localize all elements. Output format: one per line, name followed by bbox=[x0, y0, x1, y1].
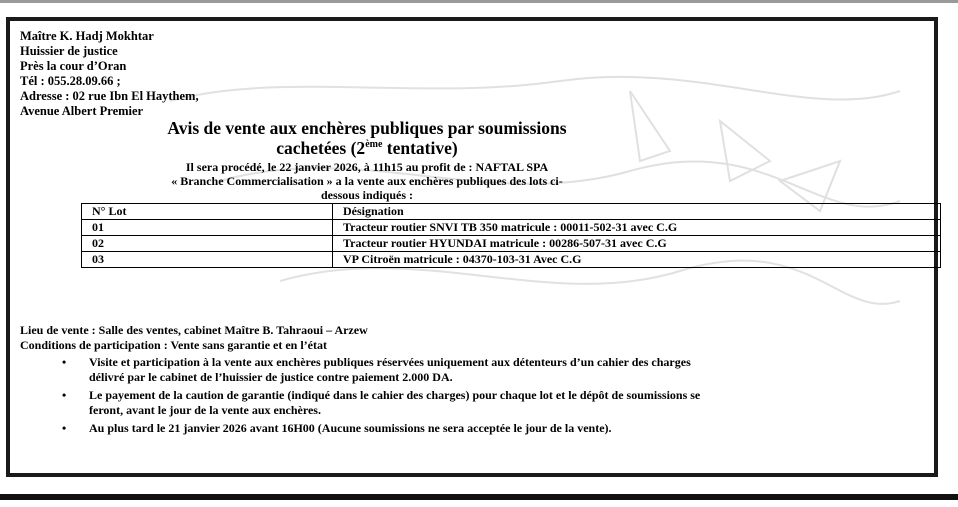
header-court: Près la cour d’Oran bbox=[20, 59, 127, 73]
list-item bbox=[62, 388, 702, 418]
title-line-1: Avis de vente aux enchères publiques par soumissions bbox=[167, 118, 567, 138]
table-header-row bbox=[82, 204, 941, 220]
notice-title bbox=[10, 118, 724, 158]
bullet-icon: • bbox=[62, 355, 67, 369]
condition-text: Le payement de la caution de garantie (indiqué dans le cahier des charges) pour chaque lot et le dépôt de soumissions se feront, avant le jour de la vente aux enchères. bbox=[89, 388, 701, 417]
table-row bbox=[82, 236, 941, 252]
notice-frame bbox=[6, 17, 938, 477]
bullet-icon: • bbox=[62, 388, 67, 402]
title-superscript: ème bbox=[365, 139, 383, 151]
header-lot: N° Lot bbox=[82, 204, 333, 220]
title-line-2-pre: cachetées (2 bbox=[276, 138, 366, 158]
top-divider bbox=[0, 0, 958, 3]
intro-line-3: dessous indiqués : bbox=[320, 188, 414, 202]
title-line-2-post: tentative) bbox=[382, 138, 458, 158]
lot-number: 02 bbox=[82, 236, 333, 252]
bullet-icon: • bbox=[62, 421, 67, 435]
condition-text: Au plus tard le 21 janvier 2026 avant 16H00 (Aucune soumissions ne sera acceptée le jour de la vente). bbox=[89, 421, 612, 435]
list-item bbox=[62, 355, 702, 385]
notice-content bbox=[10, 21, 934, 473]
header-name: Maître K. Hadj Mokhtar bbox=[20, 29, 154, 43]
header-address: Adresse : 02 rue Ibn El Haythem, bbox=[20, 89, 199, 103]
lots-table bbox=[81, 203, 941, 268]
lot-number: 03 bbox=[82, 252, 333, 268]
intro-line-2: « Branche Commercialisation » a la vente aux enchères publiques des lots ci- bbox=[171, 174, 563, 188]
sale-location: Lieu de vente : Salle des ventes, cabinet Maître B. Tahraoui – Arzew bbox=[20, 323, 368, 337]
header-role: Huissier de justice bbox=[20, 44, 118, 58]
lot-designation: VP Citroën matricule : 04370-103-31 Avec C.G bbox=[333, 252, 941, 268]
title-line-2 bbox=[10, 138, 724, 158]
header-designation: Désignation bbox=[333, 204, 941, 220]
notice-intro bbox=[10, 160, 724, 202]
bottom-divider bbox=[0, 494, 958, 500]
condition-text: Visite et participation à la vente aux enchères publiques réservées uniquement aux détenteurs d’un cahier des charges délivré par le cabinet de l’huissier de justice contre paiement 2.000 DA. bbox=[89, 355, 691, 384]
intro-line-1: Il sera procédé, le 22 janvier 2026, à 11h15 au profit de : NAFTAL SPA bbox=[185, 160, 549, 174]
header-address-2: Avenue Albert Premier bbox=[20, 104, 144, 118]
list-item bbox=[62, 421, 702, 436]
table-row bbox=[82, 220, 941, 236]
conditions-list bbox=[62, 355, 702, 439]
table-row bbox=[82, 252, 941, 268]
lot-number: 01 bbox=[82, 220, 333, 236]
bailiff-header bbox=[20, 29, 199, 119]
lot-designation: Tracteur routier SNVI TB 350 matricule : 00011-502-31 avec C.G bbox=[333, 220, 941, 236]
participation-conditions: Conditions de participation : Vente sans garantie et en l’état bbox=[20, 338, 327, 352]
header-phone: Tél : 055.28.09.66 ; bbox=[20, 74, 121, 88]
lot-designation: Tracteur routier HYUNDAI matricule : 00286-507-31 avec C.G bbox=[333, 236, 941, 252]
